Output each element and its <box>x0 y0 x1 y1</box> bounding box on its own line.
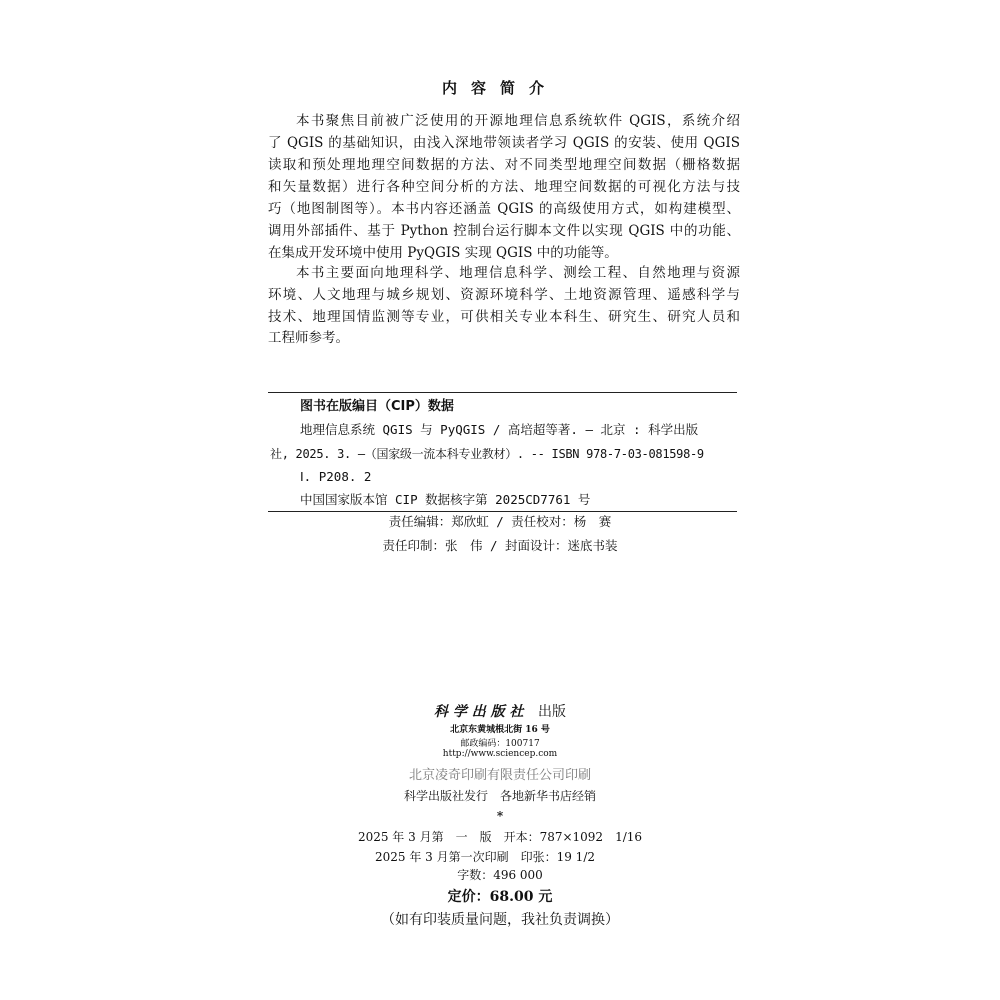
text-line: 技术、地理国情监测等专业，可供相关专业本科生、研究生、研究人员和 <box>268 309 740 325</box>
text-line: 读取和预处理地理空间数据的方法、对不同类型地理空间数据（栅格数据 <box>268 157 740 173</box>
text-line: 和矢量数据）进行各种空间分析的方法、地理空间数据的可视化方法与技 <box>268 179 740 195</box>
price: 定价：68.00 元 <box>447 889 553 905</box>
cip-line: Ⅰ. P208. 2 <box>300 469 372 484</box>
distribution: 科学出版社发行 各地新华书店经销 <box>403 789 596 803</box>
text-line: 本书聚焦目前被广泛使用的开源地理信息系统软件 QGIS，系统介绍 <box>296 113 740 129</box>
cip-line: 中国国家版本馆 CIP 数据核字第 2025CD7761 号 <box>300 492 591 507</box>
editor-credits: 责任编辑：郑欣虹 / 责任校对：杨 赛 <box>388 514 612 529</box>
publisher-line <box>0 701 1000 721</box>
production-credits: 责任印制：张 伟 / 封面设计：迷底书装 <box>382 538 618 553</box>
cip-heading: 图书在版编目（CIP）数据 <box>300 399 454 414</box>
publisher-address: 北京东黄城根北街 16 号 <box>450 725 550 735</box>
cip-line: 社, 2025. 3. —（国家级一流本科专业教材）. -- ISBN 978-7-03-081598-9 <box>270 447 704 461</box>
publisher-suffix: 出版 <box>537 704 566 720</box>
text-line: 工程师参考。 <box>268 330 349 346</box>
cip-top-rule <box>268 392 737 393</box>
publisher-url: http://www.sciencep.com <box>442 749 558 759</box>
printer: 北京凌奇印刷有限责任公司印刷 <box>408 768 591 783</box>
text-line: 本书主要面向地理科学、地理信息科学、测绘工程、自然地理与资源 <box>296 265 740 281</box>
edition-info: 2025 年 3 月第 一 版 开本：787×1092 1/16 <box>357 830 643 844</box>
printing-info: 2025 年 3 月第一次印刷 印张：19 1/2 <box>374 850 595 864</box>
text-line: 了 QGIS 的基础知识，由浅入深地带领读者学习 QGIS 的安装、使用 QGIS <box>268 135 740 151</box>
publisher-logo-name: 科 学 出 版 社 <box>434 704 524 720</box>
text-line: 在集成开发环境中使用 PyQGIS 实现 QGIS 中的功能等。 <box>268 245 618 261</box>
cip-line: 地理信息系统 QGIS 与 PyQGIS / 高培超等著. — 北京 : 科学出版 <box>300 422 699 437</box>
text-line: 巧（地图制图等）。本书内容还涵盖 QGIS 的高级使用方式，如构建模型、 <box>268 201 740 217</box>
word-count: 字数：496 000 <box>457 868 543 882</box>
separator: * <box>496 809 504 823</box>
summary-title: 内容简介 <box>441 79 558 97</box>
text-line: 环境、人文地理与城乡规划、资源环境科学、土地资源管理、遥感科学与 <box>268 287 740 303</box>
publisher-postcode: 邮政编码：100717 <box>460 739 540 749</box>
quality-notice: （如有印装质量问题，我社负责调换） <box>381 912 619 928</box>
text-line: 调用外部插件、基于 Python 控制台运行脚本文件以实现 QGIS 中的功能、 <box>268 223 740 239</box>
